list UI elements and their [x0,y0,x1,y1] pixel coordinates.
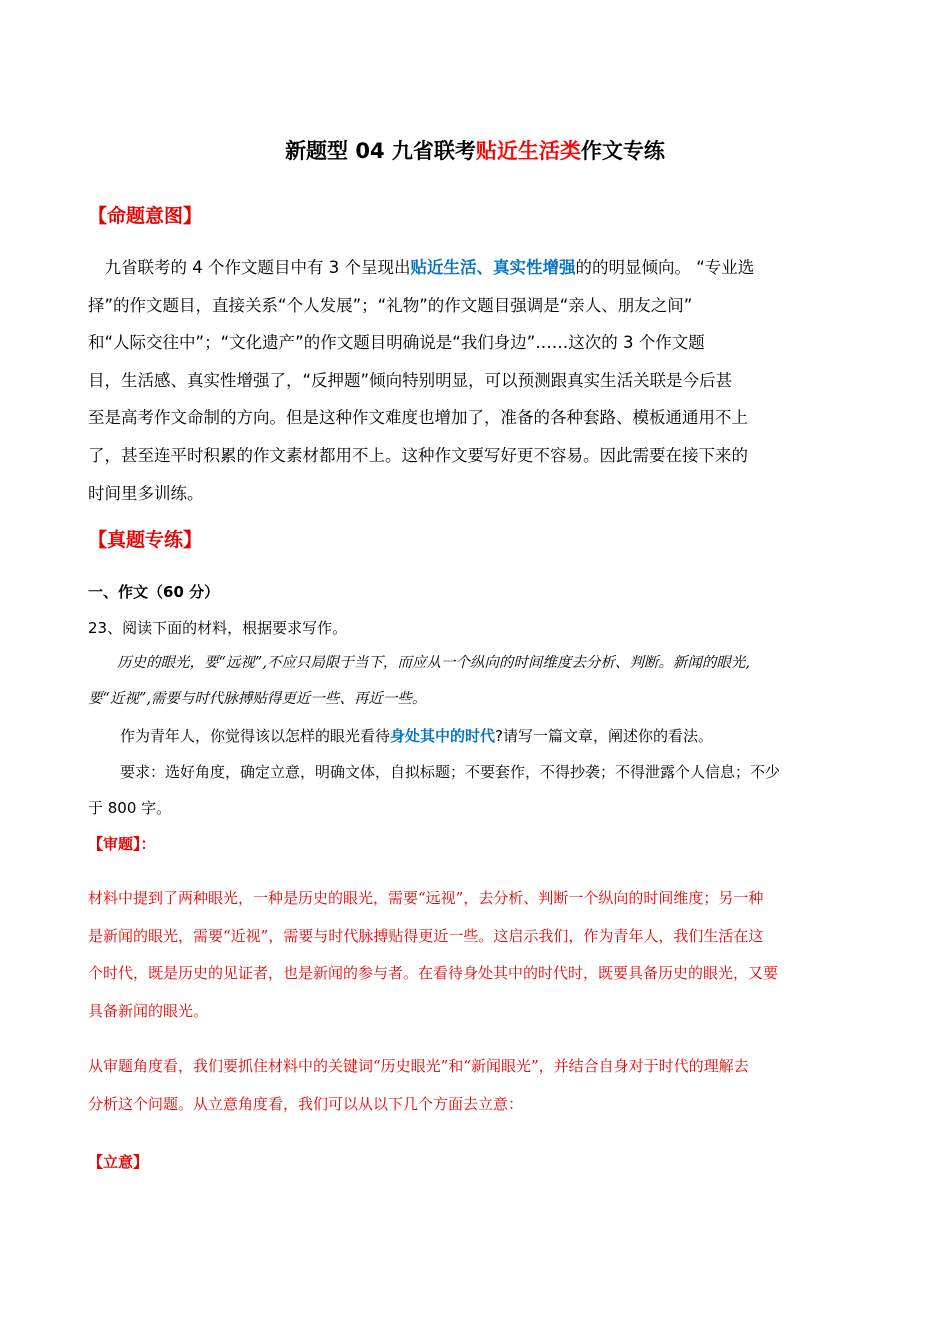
analysis-line-4: 具备新闻的眼光。 [88,1001,209,1020]
prompt-highlight: 身处其中的时代 [390,727,496,745]
title-highlight: 贴近生活类 [475,139,581,163]
page-title [0,136,950,166]
intent-line-6: 了，甚至连平时积累的作文素材都用不上。这种作文要写好更不容易。因此需要在接下来的 [88,445,748,465]
intent-line-1b: 的的明显倾向。 “专业选 [575,258,755,277]
analysis-line-5: 从审题角度看，我们要抓住材料中的关键词“历史眼光”和“新闻眼光”，并结合自身对于时代的理解去 [88,1057,749,1075]
prompt-part-b: ?请写一篇文章，阐述你的看法。 [495,727,713,745]
intent-line-1 [88,249,866,287]
material-line-2: 要“近视”,需要与时代脉搏贴得更近一些、再近一些。 [88,691,427,707]
practice-heading: 【真题专练】 [88,529,203,551]
requirement-line-2: 于 800 字。 [88,799,172,817]
requirement-line-1 [88,760,780,784]
analysis-line-3: 个时代，既是历史的见证者，也是新闻的参与者。在看待身处其中的时代时，既要具备历史的眼光，又要 [88,964,779,983]
title-prefix: 新题型 04 九省联考 [285,139,476,163]
material-line-1 [88,645,878,681]
material-block [88,645,878,717]
intent-highlight: 贴近生活、真实性增强 [410,258,576,277]
intent-line-5: 至是高考作文命制的方向。但是这种作文难度也增加了，准备的各种套路、模板通通用不上 [88,408,748,428]
theme-label: 【立意】 [88,1153,149,1171]
analysis-paragraph-2 [88,1048,868,1123]
part-label: 一、作文（60 分） [88,583,220,601]
intent-line-4: 目，生活感、真实性增强了，“反押题”倾向特别明显，可以预测跟真实生活关联是今后甚 [88,370,733,390]
intent-line-1a: 九省联考的 4 个作文题目中有 3 个呈现出 [104,258,411,277]
requirement-text-1: 要求：选好角度，确定立意，明确文体，自拟标题；不要套作，不得抄袭；不得泄露个人信息；不少 [120,763,781,781]
analysis-label: 【审题】： [88,835,156,853]
question-label: 23、阅读下面的材料，根据要求写作。 [88,619,348,637]
intent-heading: 【命题意图】 [88,205,203,227]
material-line-1-text: 历史的眼光，要“远视”,不应只局限于当下，而应从一个纵向的时间维度去分析、判断。新闻的眼光, [117,655,751,671]
analysis-line-6: 分析这个问题。从立意角度看，我们可以从以下几个方面去立意： [88,1094,524,1113]
intent-line-3: 和“人际交往中”；“文化遗产”的作文题目明确说是“我们身边”……这次的 3 个作文题 [88,333,705,353]
analysis-paragraph-1 [88,880,868,1030]
intent-line-7: 时间里多训练。 [88,483,204,503]
analysis-line-2: 是新闻的眼光，需要“近视”，需要与时代脉搏贴得更近一些。这启示我们，作为青年人，我们生活在这 [88,926,764,945]
prompt-part-a: 作为青年人，你觉得该以怎样的眼光看待 [120,727,391,745]
intent-paragraph [88,249,866,512]
intent-line-2: 择”的作文题目，直接关系“个人发展”；“礼物”的作文题目强调是“亲人、朋友之间” [88,295,693,315]
analysis-line-1: 材料中提到了两种眼光，一种是历史的眼光，需要“远视”，去分析、判断一个纵向的时间维度；另一种 [88,889,764,907]
writing-prompt [88,724,713,748]
title-suffix: 作文专练 [580,139,665,163]
